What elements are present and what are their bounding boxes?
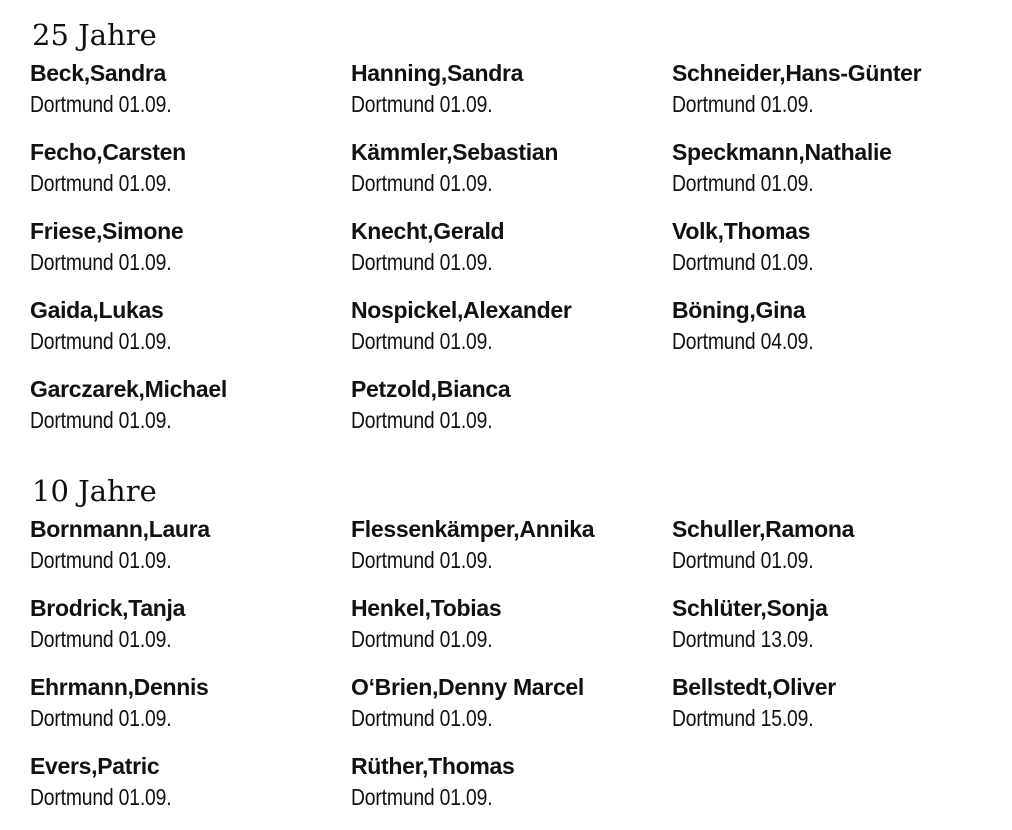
employee-name: Ehrmann,Dennis — [30, 674, 209, 700]
employee-entry — [351, 137, 672, 201]
employee-name: Bornmann,Laura — [30, 516, 210, 542]
employee-entry — [30, 514, 351, 578]
employee-entry — [30, 137, 351, 201]
employee-name: Friese,Simone — [30, 218, 184, 244]
employee-entry — [30, 672, 351, 736]
anniversary-list-page — [30, 14, 994, 815]
employee-location-date: Dortmund 13.09. — [672, 626, 814, 652]
employee-entry — [30, 295, 351, 359]
employee-entry — [351, 514, 672, 578]
employee-name: Beck,Sandra — [30, 60, 167, 86]
employee-entry — [30, 58, 351, 122]
employee-name: Kämmler,Sebastian — [351, 139, 559, 165]
employee-name: Hanning,Sandra — [351, 60, 524, 86]
employee-grid — [30, 514, 994, 815]
employee-name: Evers,Patric — [30, 753, 160, 779]
employee-location-date: Dortmund 04.09. — [672, 328, 814, 354]
section-title: 10 Jahre — [32, 474, 157, 508]
employee-entry — [351, 751, 672, 815]
employee-entry — [351, 216, 672, 280]
employee-name: Fecho,Carsten — [30, 139, 186, 165]
employee-location-date: Dortmund 01.09. — [351, 705, 493, 731]
employee-entry — [672, 514, 994, 578]
employee-location-date: Dortmund 01.09. — [30, 784, 172, 810]
employee-location-date: Dortmund 01.09. — [351, 626, 493, 652]
employee-entry — [672, 295, 994, 359]
employee-name: Brodrick,Tanja — [30, 595, 186, 621]
section-10-jahre — [30, 470, 994, 815]
employee-entry — [30, 593, 351, 657]
employee-entry — [30, 751, 351, 815]
employee-name: Rüther,Thomas — [351, 753, 515, 779]
employee-location-date: Dortmund 01.09. — [30, 407, 172, 433]
employee-name: Henkel,Tobias — [351, 595, 502, 621]
employee-entry — [672, 593, 994, 657]
employee-entry — [30, 374, 351, 438]
section-25-jahre — [30, 14, 994, 438]
employee-entry — [672, 137, 994, 201]
employee-location-date: Dortmund 01.09. — [672, 547, 814, 573]
employee-entry — [672, 216, 994, 280]
employee-location-date: Dortmund 01.09. — [351, 328, 493, 354]
employee-location-date: Dortmund 01.09. — [30, 249, 172, 275]
employee-location-date: Dortmund 01.09. — [672, 91, 814, 117]
employee-location-date: Dortmund 01.09. — [672, 249, 814, 275]
employee-name: Nospickel,Alexander — [351, 297, 572, 323]
employee-entry — [351, 374, 672, 438]
employee-location-date: Dortmund 01.09. — [351, 170, 493, 196]
employee-location-date: Dortmund 01.09. — [30, 328, 172, 354]
employee-location-date: Dortmund 01.09. — [351, 249, 493, 275]
employee-location-date: Dortmund 01.09. — [351, 784, 493, 810]
employee-entry — [351, 672, 672, 736]
employee-location-date: Dortmund 01.09. — [30, 91, 172, 117]
employee-entry — [351, 58, 672, 122]
section-title: 25 Jahre — [32, 18, 157, 52]
employee-name: Gaida,Lukas — [30, 297, 164, 323]
employee-entry — [351, 295, 672, 359]
employee-entry — [672, 58, 994, 122]
employee-name: Speckmann,Nathalie — [672, 139, 892, 165]
employee-name: Volk,Thomas — [672, 218, 811, 244]
employee-name: Knecht,Gerald — [351, 218, 505, 244]
employee-name: Schneider,Hans-Günter — [672, 60, 922, 86]
employee-entry — [30, 216, 351, 280]
employee-location-date: Dortmund 01.09. — [30, 170, 172, 196]
employee-location-date: Dortmund 15.09. — [672, 705, 814, 731]
employee-location-date: Dortmund 01.09. — [30, 547, 172, 573]
employee-entry — [351, 593, 672, 657]
employee-entry — [672, 672, 994, 736]
employee-name: Bellstedt,Oliver — [672, 674, 836, 700]
employee-location-date: Dortmund 01.09. — [351, 407, 493, 433]
employee-location-date: Dortmund 01.09. — [351, 547, 493, 573]
employee-name: Böning,Gina — [672, 297, 806, 323]
employee-name: Garczarek,Michael — [30, 376, 227, 402]
employee-name: Schuller,Ramona — [672, 516, 855, 542]
employee-location-date: Dortmund 01.09. — [30, 705, 172, 731]
employee-grid — [30, 58, 994, 438]
employee-name: Flessenkämper,Annika — [351, 516, 595, 542]
employee-name: Schlüter,Sonja — [672, 595, 828, 621]
employee-location-date: Dortmund 01.09. — [351, 91, 493, 117]
employee-name: O‘Brien,Denny Marcel — [351, 674, 585, 700]
employee-location-date: Dortmund 01.09. — [30, 626, 172, 652]
employee-name: Petzold,Bianca — [351, 376, 511, 402]
employee-location-date: Dortmund 01.09. — [672, 170, 814, 196]
